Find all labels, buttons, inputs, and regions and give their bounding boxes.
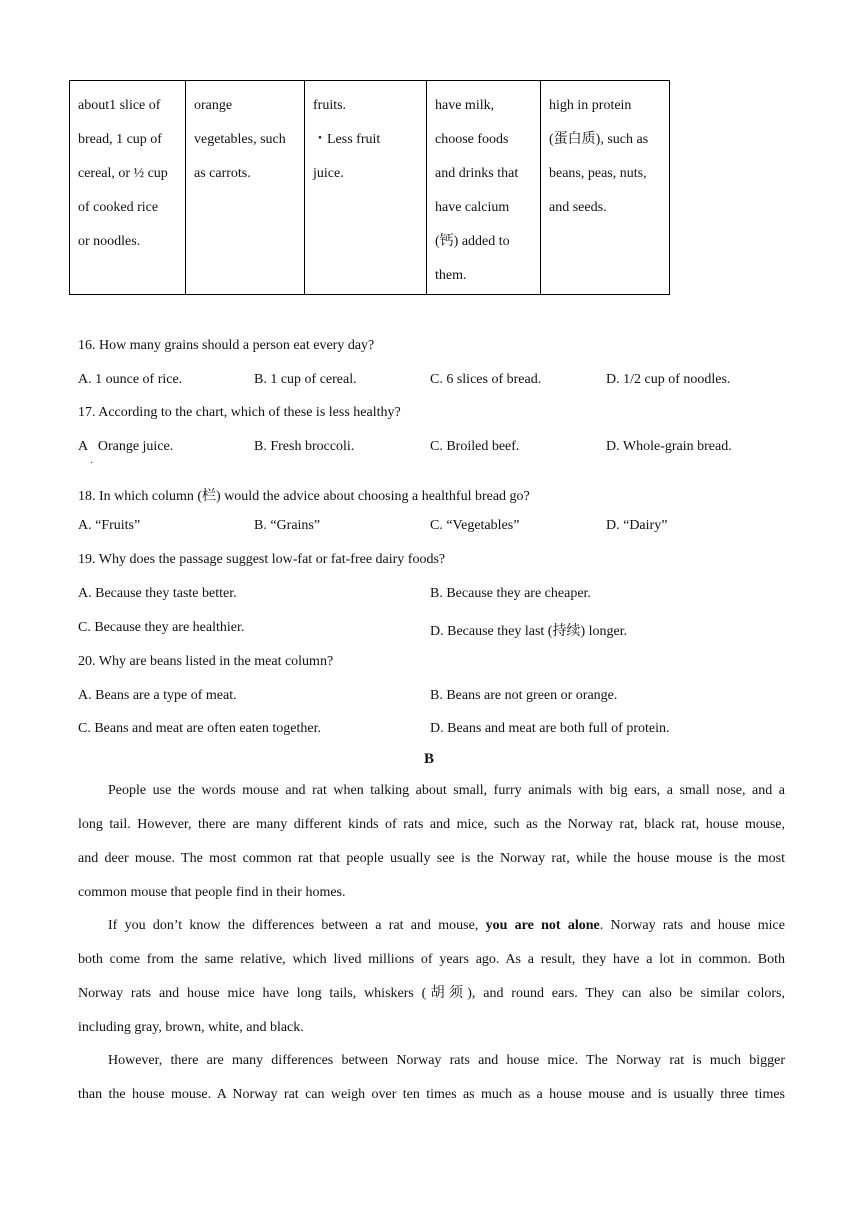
- option-19-c: C. Because they are healthier.: [78, 620, 245, 635]
- option-16-c: C. 6 slices of bread.: [430, 372, 542, 387]
- option-16-a: A. 1 ounce of rice.: [78, 372, 183, 387]
- option-18-b: B. “Grains”: [254, 518, 321, 533]
- option-20-d: D. Beans and meat are both full of protein.: [430, 721, 670, 736]
- table-cell-vegetables: [186, 81, 305, 295]
- passage-paragraph-1: [78, 774, 785, 910]
- option-17-c: C. Broiled beef.: [430, 439, 520, 454]
- table-cell-grains: [70, 81, 186, 295]
- cell-line: orange: [194, 98, 233, 113]
- cell-line: juice.: [313, 166, 344, 181]
- cell-line: have calcium: [435, 200, 510, 215]
- cell-line: bread, 1 cup of: [78, 132, 162, 147]
- question-16: 16. How many grains should a person eat every day?: [78, 338, 375, 353]
- passage-line: and deer mouse. The most common rat that people usually see is the Norway rat, while the house mouse is the most: [78, 851, 785, 866]
- question-20: 20. Why are beans listed in the meat column?: [78, 654, 334, 669]
- option-17-b: B. Fresh broccoli.: [254, 439, 355, 454]
- cell-line: and drinks that: [435, 166, 519, 181]
- passage-line: [78, 909, 785, 943]
- passage-line: common mouse that people find in their homes.: [78, 885, 346, 900]
- cell-line: them.: [435, 268, 467, 283]
- question-17: 17. According to the chart, which of these is less healthy?: [78, 405, 401, 420]
- option-18-c: C. “Vegetables”: [430, 518, 520, 533]
- option-19-d: D. Because they last (持续) longer.: [430, 624, 628, 639]
- passage-line: both come from the same relative, which lived millions of years ago. As a result, they have a lot in common. Both: [78, 952, 785, 967]
- passage-text: If you don’t know the differences between a rat and mouse,: [108, 918, 486, 933]
- cell-line: cereal, or ½ cup: [78, 166, 168, 181]
- option-20-c: C. Beans and meat are often eaten together.: [78, 721, 321, 736]
- option-16-b: B. 1 cup of cereal.: [254, 372, 357, 387]
- table-row: [70, 81, 670, 295]
- cell-line: about1 slice of: [78, 98, 161, 113]
- option-18-a: A. “Fruits”: [78, 518, 141, 533]
- option-19-b: B. Because they are cheaper.: [430, 586, 591, 601]
- cell-line: of cooked rice: [78, 200, 159, 215]
- cell-line: and seeds.: [549, 200, 607, 215]
- food-guide-table: [69, 80, 670, 295]
- option-17-a: A Orange juice.: [78, 439, 174, 454]
- cell-line: high in protein: [549, 98, 632, 113]
- cell-line: or noodles.: [78, 234, 141, 249]
- passage-paragraph-2: [78, 909, 785, 1045]
- option-20-a: A. Beans are a type of meat.: [78, 688, 237, 703]
- cell-line: have milk,: [435, 98, 495, 113]
- table-cell-meat: [541, 81, 670, 295]
- passage-line: Norway rats and house mice have long tails, whiskers (胡须), and round ears. They can also be similar colors,: [78, 986, 785, 1001]
- passage-line: long tail. However, there are many different kinds of rats and mice, such as the Norway rat, black rat, house mouse,: [78, 817, 785, 832]
- passage-text: . Norway rats and house mice: [599, 918, 785, 933]
- section-heading: B: [424, 751, 435, 767]
- emphasis-dot: ·: [90, 458, 94, 469]
- passage-paragraph-3: [78, 1044, 785, 1112]
- cell-line: beans, peas, nuts,: [549, 166, 647, 181]
- passage-line: People use the words mouse and rat when talking about small, furry animals with big ears, a small nose, and a: [108, 783, 785, 798]
- cell-line: (蛋白质), such as: [549, 132, 649, 147]
- table-cell-dairy: [427, 81, 541, 295]
- question-18: 18. In which column (栏) would the advice about choosing a healthful bread go?: [78, 489, 530, 504]
- cell-line: fruits.: [313, 98, 347, 113]
- option-19-a: A. Because they taste better.: [78, 586, 237, 601]
- passage-line: than the house mouse. A Norway rat can weigh over ten times as much as a house mouse and is usually three times: [78, 1087, 785, 1102]
- cell-line: vegetables, such: [194, 132, 286, 147]
- question-19: 19. Why does the passage suggest low-fat or fat-free dairy foods?: [78, 552, 446, 567]
- passage-line: However, there are many differences between Norway rats and house mice. The Norway rat is much bigger: [108, 1053, 785, 1068]
- cell-line: choose foods: [435, 132, 509, 147]
- option-16-d: D. 1/2 cup of noodles.: [606, 372, 731, 387]
- table-cell-fruits: [305, 81, 427, 295]
- option-17-d: D. Whole-grain bread.: [606, 439, 732, 454]
- passage-line: including gray, brown, white, and black.: [78, 1020, 304, 1035]
- passage-bold-phrase: you are not alone: [485, 918, 600, 933]
- cell-line: (钙) added to: [435, 234, 510, 249]
- option-18-d: D. “Dairy”: [606, 518, 668, 533]
- option-20-b: B. Beans are not green or orange.: [430, 688, 618, 703]
- cell-line: ・Less fruit: [313, 132, 381, 147]
- cell-line: as carrots.: [194, 166, 251, 181]
